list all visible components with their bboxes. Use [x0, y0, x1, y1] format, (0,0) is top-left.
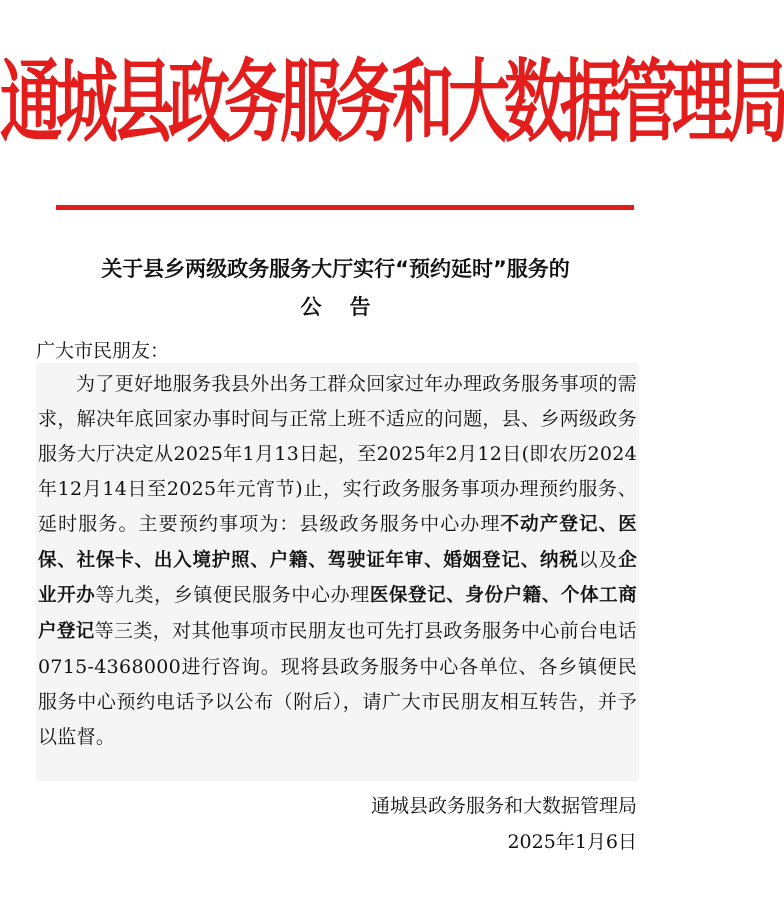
masthead — [0, 49, 784, 172]
masthead-org-name: 通城县政务服务和大数据管理局 — [0, 49, 784, 155]
document-title — [0, 250, 671, 326]
body-text-part-4: 等三类，对其他事项市民朋友也可先打县政务服务中心前台电话0715-4368000进行咨询。现将县政务服务中心各单位、各乡镇便民服务中心预约电话予以公布（附后），请广大市民朋友相互转告，并予以监督。 — [38, 620, 637, 749]
township-service-items: 医保登记、身份户籍、个体工商户登记 — [38, 585, 638, 643]
body-text-part-1: 为了更好地服务我县外出务工群众回家过年办理政务服务事项的需求，解决年底回家办事时间与正常上班不适应的问题，县、乡两级政务服务大厅决定从2025年1月13日起，至2025年2月12日(即农历2024年12月14日至2025年元宵节)止，实行政务服务事项办理预约服务、延时服务。主要预约事项为：县级政务服务中心办理 — [38, 373, 637, 535]
title-line-1: 关于县乡两级政务服务大厅实行“预约延时”服务的 — [101, 257, 570, 281]
county-service-items: 不动产登记、医保、社保卡、出入境护照、户籍、驾驶证年审、婚姻登记、纳税 — [38, 513, 637, 571]
issuer-name: 通城县政务服务和大数据管理局 — [370, 795, 637, 817]
signature-block — [371, 788, 637, 860]
issue-date: 2025年1月6日 — [507, 831, 637, 853]
title-line-2: 公告 — [300, 295, 399, 319]
announcement-body — [36, 363, 639, 781]
red-divider-line — [56, 205, 634, 210]
salutation: 广大市民朋友： — [36, 340, 170, 362]
body-text-part-2: 以及 — [578, 548, 619, 571]
body-text-part-3: 等九类，乡镇便民服务中心办理 — [95, 584, 370, 607]
enterprise-item: 企业开办 — [38, 549, 637, 607]
body-paragraph — [36, 363, 639, 755]
